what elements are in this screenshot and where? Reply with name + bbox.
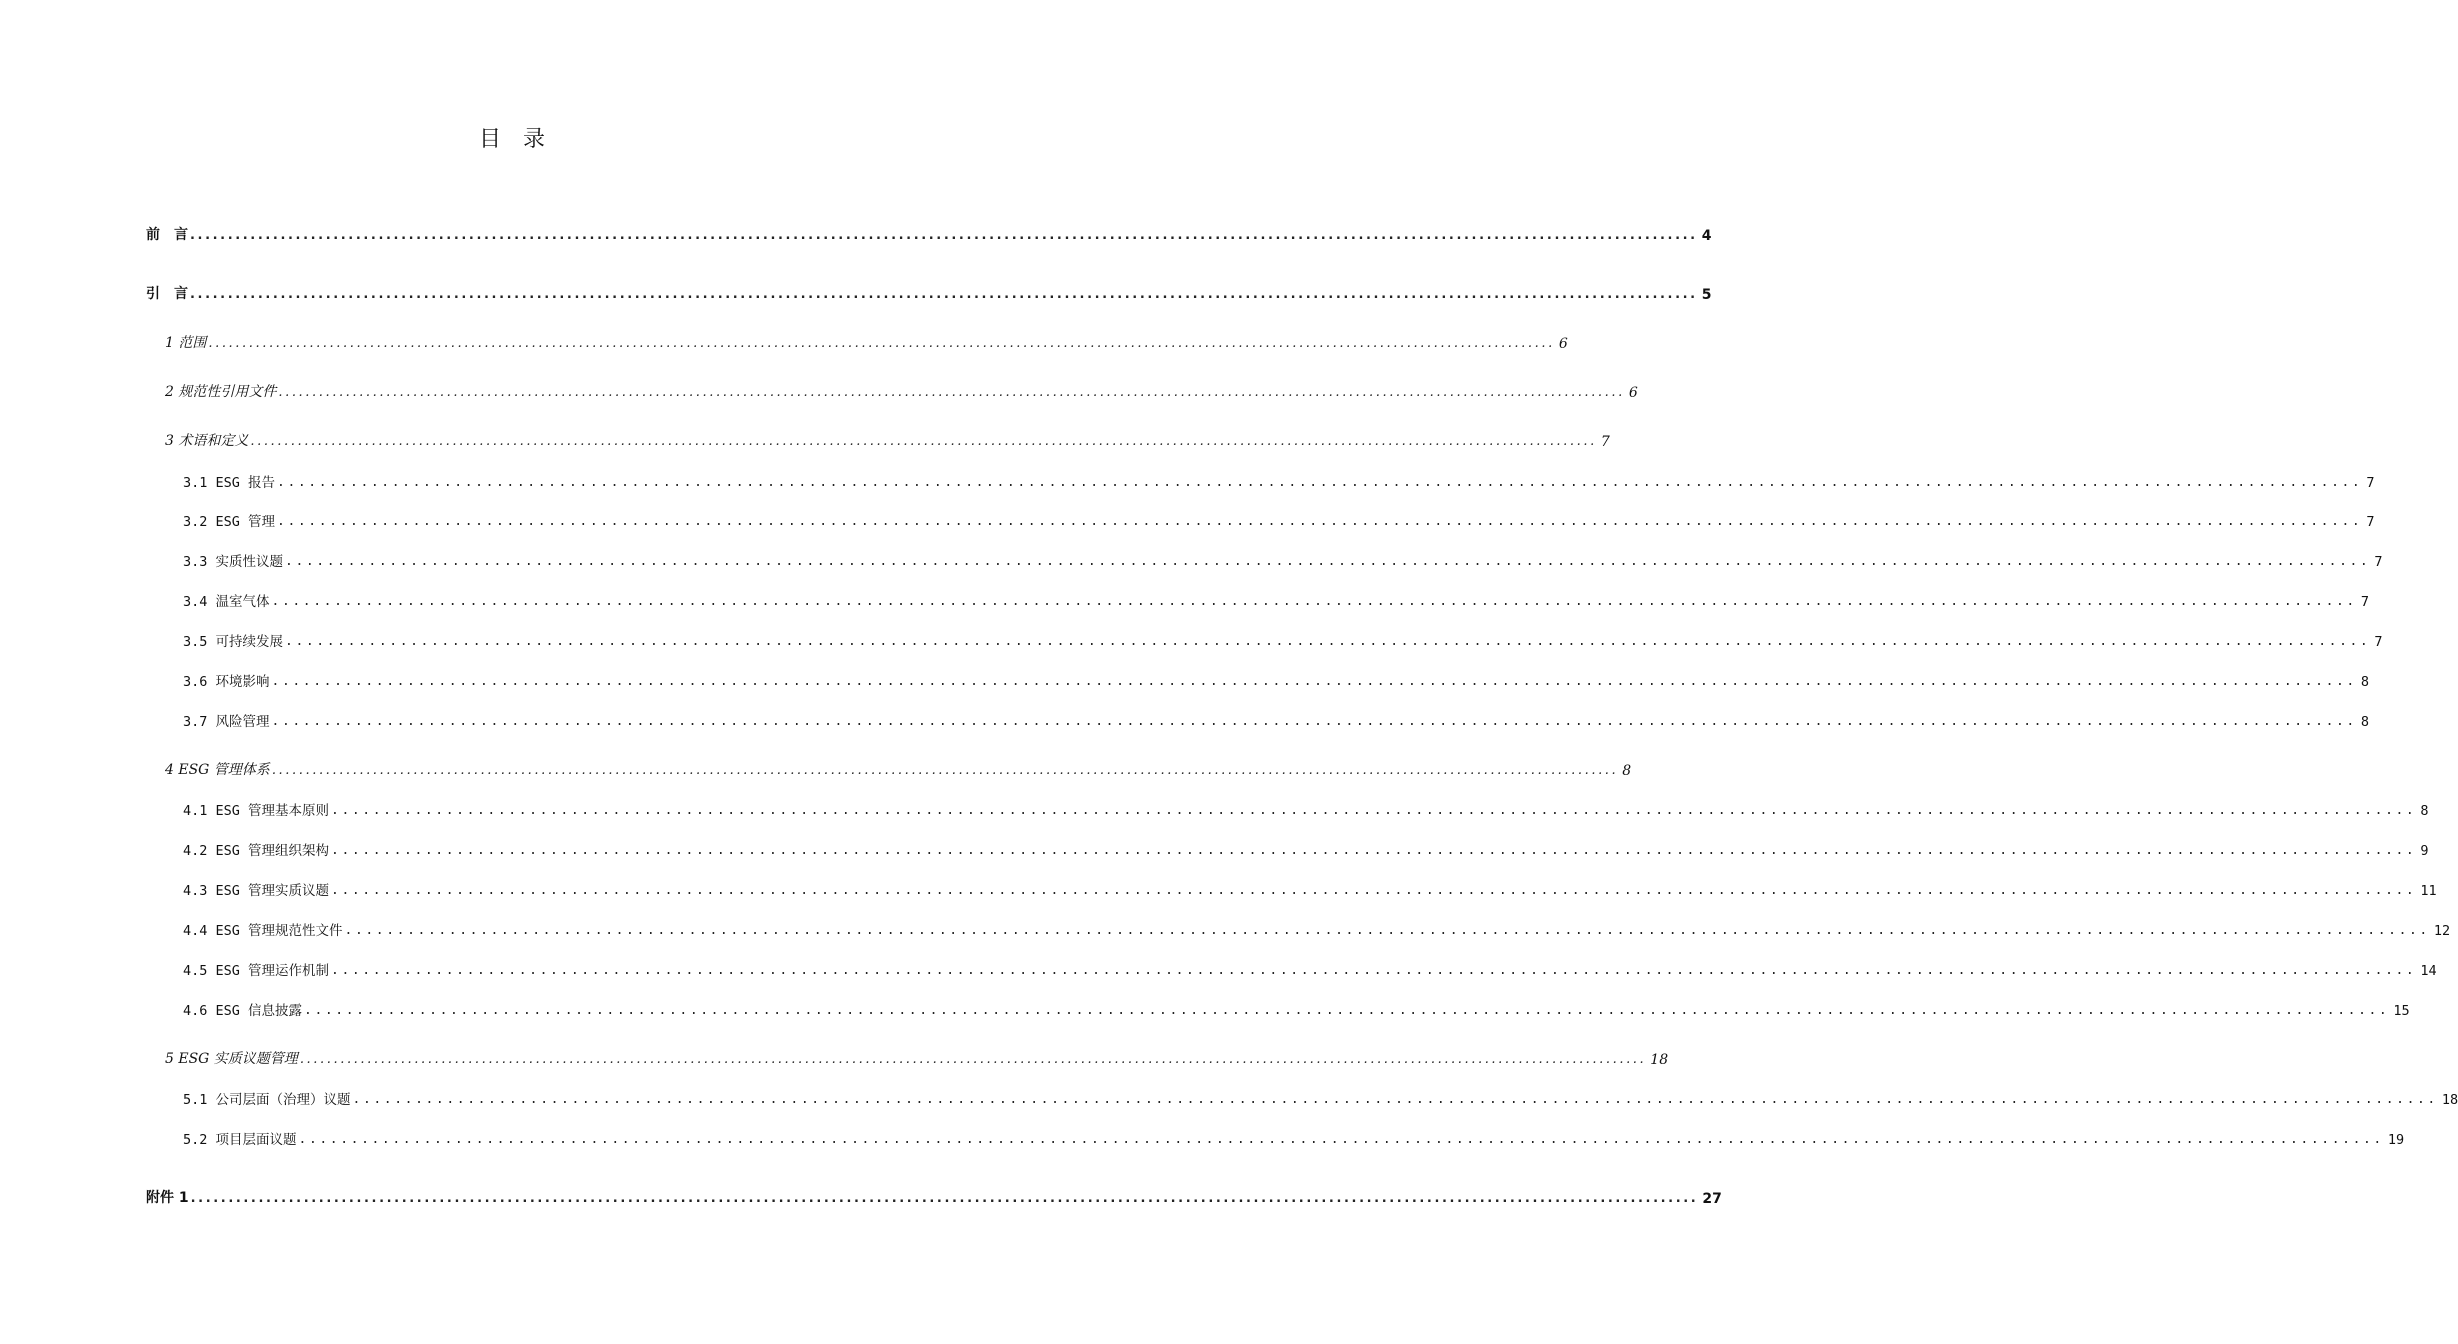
toc-entry-page-number: 11 <box>2420 883 2437 899</box>
toc-entry-page-number: 8 <box>2420 803 2429 819</box>
toc-entry-page-number: 6 <box>1628 385 1638 401</box>
toc-entry[interactable] <box>183 957 2437 979</box>
toc-entry-label: 5 ESG 实质议题管理 <box>165 1051 298 1067</box>
toc-entry-label: 4.4 ESG 管理规范性文件 <box>183 923 343 939</box>
toc-entry-page-number: 18 <box>2441 1092 2458 1108</box>
toc-entry[interactable] <box>183 1126 2405 1148</box>
toc-entry-page-number: 7 <box>2366 514 2375 530</box>
toc-entry-label: 5.1 公司层面（治理）议题 <box>183 1092 351 1108</box>
toc-dot-leader: ........................................................................................................................................................................................................ <box>299 1052 1647 1067</box>
toc-entry[interactable] <box>165 330 1568 352</box>
title-part-1: 目 <box>478 127 501 152</box>
toc-dot-leader: ........................................................................................................................................................................................................ <box>285 554 2371 569</box>
toc-dot-leader: ........................................................................................................................................................................................................ <box>331 803 2417 818</box>
toc-dot-leader: ........................................................................................................................................................................................................ <box>331 843 2417 858</box>
toc-dot-leader: ........................................................................................................................................................................................................ <box>271 714 2357 729</box>
toc-entry-page-number: 18 <box>1650 1052 1669 1068</box>
toc-dot-leader: ........................................................................................................................................................................................................ <box>344 923 2430 938</box>
toc-entry[interactable] <box>146 281 1712 303</box>
toc-dot-leader: ........................................................................................................................................................................................................ <box>331 963 2417 978</box>
toc-dot-leader: ........................................................................................................................................................................................................ <box>250 434 1597 449</box>
toc-dot-leader: ........................................................................................................................................................................................................ <box>298 1132 2384 1147</box>
toc-entry[interactable] <box>183 668 2369 690</box>
toc-dot-leader: ........................................................................................................................................................................................................ <box>352 1092 2438 1107</box>
toc-dot-leader: ........................................................................................................................................................................................................ <box>190 228 1698 243</box>
toc-entry-label: 3.2 ESG 管理 <box>183 514 276 530</box>
toc-entry[interactable] <box>146 1185 1722 1207</box>
toc-entry[interactable] <box>183 837 2429 859</box>
toc-entry-page-number: 15 <box>2393 1003 2410 1019</box>
toc-entry-page-number: 7 <box>2366 475 2375 491</box>
toc-dot-leader: ........................................................................................................................................................................................................ <box>190 287 1698 302</box>
toc-entry-label: 1 范围 <box>165 335 207 351</box>
toc-entry-page-number: 7 <box>2374 554 2383 570</box>
title-part-2: 录 <box>523 127 546 152</box>
toc-dot-leader: ........................................................................................................................................................................................................ <box>190 1191 1699 1206</box>
toc-entry-label: 3.5 可持续发展 <box>183 634 284 650</box>
toc-entry-label: 3.7 风险管理 <box>183 714 270 730</box>
page-title <box>0 122 1024 153</box>
toc-entry-label: 附件 1 <box>146 1190 189 1206</box>
toc-entry-page-number: 27 <box>1702 1191 1722 1207</box>
toc-entry[interactable] <box>183 708 2369 730</box>
toc-entry-page-number: 6 <box>1558 336 1568 352</box>
toc-entry-label: 4.2 ESG 管理组织架构 <box>183 843 330 859</box>
toc-entry-page-number: 7 <box>2374 634 2383 650</box>
toc-entry[interactable] <box>183 628 2383 650</box>
toc-entry[interactable] <box>165 428 1610 450</box>
toc-entry-page-number: 8 <box>2360 714 2369 730</box>
toc-entry[interactable] <box>165 1046 1669 1068</box>
toc-dot-leader: ........................................................................................................................................................................................................ <box>271 594 2357 609</box>
toc-dot-leader: ........................................................................................................................................................................................................ <box>277 514 2363 529</box>
toc-entry-page-number: 19 <box>2387 1132 2405 1148</box>
toc-entry[interactable] <box>183 588 2369 610</box>
toc-dot-leader: ........................................................................................................................................................................................................ <box>278 385 1625 400</box>
toc-entry-label: 4 ESG 管理体系 <box>165 762 270 778</box>
toc-entry-label: 前 言 <box>146 227 188 243</box>
toc-entry-label: 3.6 环境影响 <box>183 674 270 690</box>
toc-entry[interactable] <box>183 1086 2458 1108</box>
toc-entry-label: 2 规范性引用文件 <box>165 384 277 400</box>
toc-entry[interactable] <box>183 508 2375 530</box>
toc-entry-page-number: 5 <box>1701 287 1712 303</box>
toc-entry[interactable] <box>183 548 2383 570</box>
toc-entry[interactable] <box>183 877 2437 899</box>
toc-dot-leader: ........................................................................................................................................................................................................ <box>208 336 1555 351</box>
toc-dot-leader: ........................................................................................................................................................................................................ <box>331 883 2417 898</box>
toc-entry-label: 3.1 ESG 报告 <box>183 475 276 491</box>
toc-entry[interactable] <box>165 379 1638 401</box>
toc-entry-label: 3.3 实质性议题 <box>183 554 284 570</box>
toc-entry-page-number: 9 <box>2420 843 2429 859</box>
toc-entry[interactable] <box>183 997 2410 1019</box>
toc-entry-label: 5.2 项目层面议题 <box>183 1132 297 1148</box>
toc-entry[interactable] <box>165 757 1632 779</box>
toc-entry-label: 4.5 ESG 管理运作机制 <box>183 963 330 979</box>
toc-entry-page-number: 8 <box>2360 674 2369 690</box>
toc-entry-page-number: 4 <box>1701 228 1712 244</box>
toc-entry-label: 4.6 ESG 信息披露 <box>183 1003 303 1019</box>
toc-entry-label: 引 言 <box>146 286 188 302</box>
toc-dot-leader: ........................................................................................................................................................................................................ <box>277 475 2363 490</box>
toc-entry-label: 3.4 温室气体 <box>183 594 270 610</box>
toc-entry-page-number: 12 <box>2433 923 2451 939</box>
toc-entry[interactable] <box>146 222 1712 244</box>
toc-entry-page-number: 8 <box>1622 763 1632 779</box>
toc-entry-label: 4.3 ESG 管理实质议题 <box>183 883 330 899</box>
toc-entry-page-number: 7 <box>2360 594 2369 610</box>
toc-entry[interactable] <box>183 469 2375 491</box>
toc-dot-leader: ........................................................................................................................................................................................................ <box>285 634 2371 649</box>
toc-entry-page-number: 14 <box>2420 963 2437 979</box>
toc-entry-label: 4.1 ESG 管理基本原则 <box>183 803 330 819</box>
toc-dot-leader: ........................................................................................................................................................................................................ <box>271 763 1619 778</box>
toc-dot-leader: ........................................................................................................................................................................................................ <box>304 1003 2390 1018</box>
toc-entry[interactable] <box>183 917 2451 939</box>
toc-entry-page-number: 7 <box>1600 434 1610 450</box>
toc-entry[interactable] <box>183 797 2429 819</box>
toc-entry-label: 3 术语和定义 <box>165 433 249 449</box>
toc-dot-leader: ........................................................................................................................................................................................................ <box>271 674 2357 689</box>
